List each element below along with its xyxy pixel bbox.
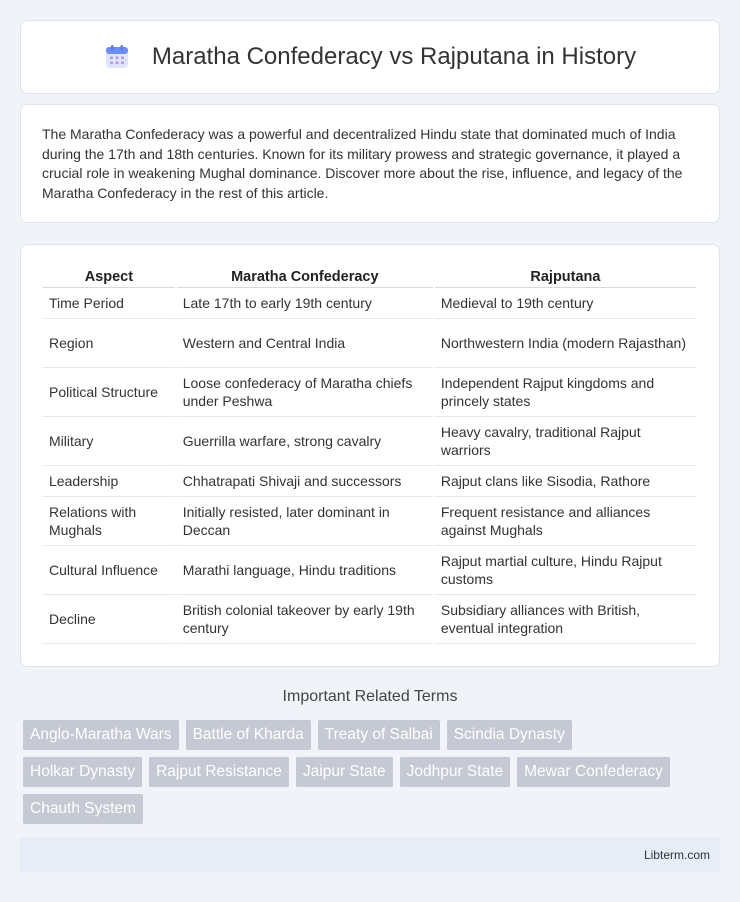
page-title: Maratha Confederacy vs Rajputana in History (151, 43, 637, 70)
maratha-cell: Late 17th to early 19th century (177, 288, 433, 319)
related-terms-row (23, 757, 723, 787)
table-row (43, 368, 696, 417)
related-term-tag[interactable]: Scindia Dynasty (447, 720, 572, 750)
related-term-tag[interactable]: Rajput Resistance (149, 757, 289, 787)
related-term-tag[interactable]: Chauth System (23, 794, 143, 824)
footer-brand[interactable]: Libterm.com (643, 848, 710, 862)
table-row (43, 497, 696, 546)
table-row (43, 288, 696, 319)
rajputana-cell: Frequent resistance and alliances against Mughals (435, 497, 696, 546)
related-term-tag[interactable]: Jaipur State (296, 757, 393, 787)
maratha-cell: Marathi language, Hindu traditions (177, 546, 433, 595)
rajputana-cell: Northwestern India (modern Rajasthan) (435, 319, 696, 368)
rajputana-cell: Medieval to 19th century (435, 288, 696, 319)
rajputana-cell: Rajput clans like Sisodia, Rathore (435, 466, 696, 497)
rajputana-cell: Rajput martial culture, Hindu Rajput customs (435, 546, 696, 595)
maratha-cell: Guerrilla warfare, strong cavalry (177, 417, 433, 466)
maratha-cell: Loose confederacy of Maratha chiefs under Peshwa (177, 368, 433, 417)
related-term-tag[interactable]: Holkar Dynasty (23, 757, 142, 787)
column-header-rajputana: Rajputana (435, 267, 696, 288)
comparison-card (20, 244, 720, 667)
aspect-cell: Relations with Mughals (43, 497, 175, 546)
calendar-icon (104, 44, 130, 70)
related-term-tag[interactable]: Treaty of Salbai (318, 720, 440, 750)
related-terms (23, 720, 723, 831)
maratha-cell: Western and Central India (177, 319, 433, 368)
aspect-cell: Leadership (43, 466, 175, 497)
comparison-table (41, 267, 698, 644)
maratha-cell: Initially resisted, later dominant in Deccan (177, 497, 433, 546)
related-term-tag[interactable]: Mewar Confederacy (517, 757, 670, 787)
aspect-cell: Political Structure (43, 368, 175, 417)
column-header-aspect: Aspect (43, 267, 175, 288)
rajputana-cell: Independent Rajput kingdoms and princely states (435, 368, 696, 417)
aspect-cell: Cultural Influence (43, 546, 175, 595)
aspect-cell: Military (43, 417, 175, 466)
table-row (43, 466, 696, 497)
footer (20, 838, 720, 872)
table-row (43, 546, 696, 595)
related-terms-row (23, 720, 723, 750)
related-term-tag[interactable]: Jodhpur State (400, 757, 511, 787)
aspect-cell: Time Period (43, 288, 175, 319)
table-row (43, 319, 696, 368)
table-header-row (43, 267, 696, 288)
related-term-tag[interactable]: Anglo-Maratha Wars (23, 720, 179, 750)
rajputana-cell: Subsidiary alliances with British, eventual integration (435, 595, 696, 644)
aspect-cell: Decline (43, 595, 175, 644)
header-card (20, 20, 720, 94)
intro-card (20, 104, 720, 223)
related-terms-row (23, 794, 723, 824)
table-row (43, 595, 696, 644)
related-term-tag[interactable]: Battle of Kharda (186, 720, 311, 750)
related-terms-title: Important Related Terms (282, 688, 458, 705)
rajputana-cell: Heavy cavalry, traditional Rajput warriors (435, 417, 696, 466)
maratha-cell: British colonial takeover by early 19th century (177, 595, 433, 644)
intro-text: The Maratha Confederacy was a powerful and decentralized Hindu state that dominated much of India during the 17th and 18th centuries. Known for its military prowess and strategic governance, it played a crucial role in weakening Mughal dominance. Discover more about the rise, influence, and legacy of the Maratha Confederacy in the rest of this article. (42, 126, 683, 201)
aspect-cell: Region (43, 319, 175, 368)
table-row (43, 417, 696, 466)
maratha-cell: Chhatrapati Shivaji and successors (177, 466, 433, 497)
column-header-maratha: Maratha Confederacy (177, 267, 433, 288)
